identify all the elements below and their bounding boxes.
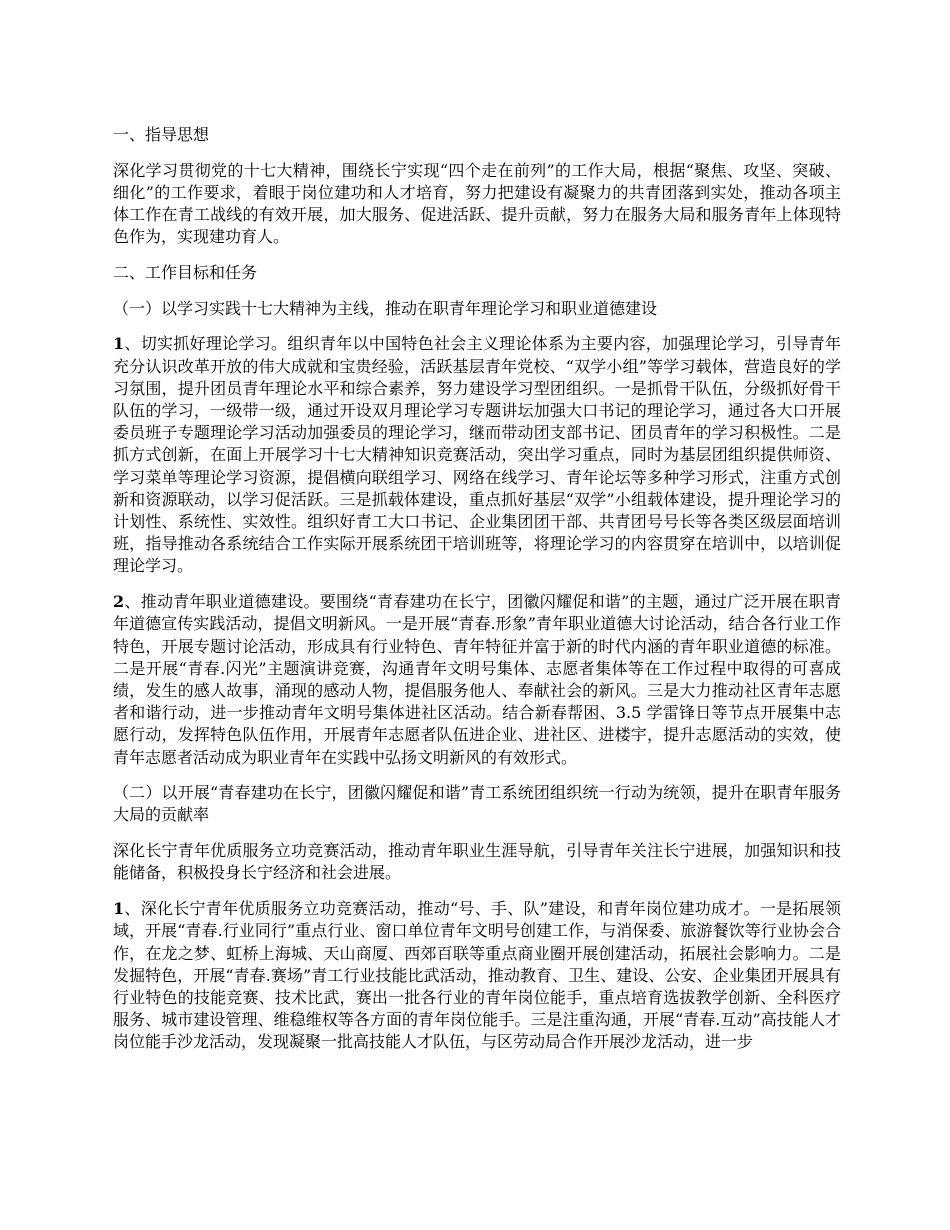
item-text: 、切实抓好理论学习。组织青年以中国特色社会主义理论体系为主要内容，加强理论学习，引导青年充分认识改革开放的伟大成就和宝贵经验，活跃基层青年党校、“双学小组”等学习载体，营造良好的学习氛围，提升团员青年理论水平和综合素养，努力建设学习型团组织。一是抓骨干队伍，分级抓好骨干队伍的学习，一级带一级，通过开设双月理论学习专题讲坛加强大口书记的理论学习，通过各大口开展委员班子专题理论学习活动加强委员的理论学习，继而带动团支部书记、团员青年的学习积极性。二是抓方式创新，在面上开展学习十七大精神知识竞赛活动，突出学习重点，同时为基层团组织提供师资、学习菜单等理论学习资源，提倡横向联组学习、网络在线学习、青年论坛等多种学习形式，注重方式创新和资源联动，以学习促活跃。三是抓载体建设，重点抓好基层“双学”小组载体建设，提升理论学习的计划性、系统性、实效性。组织好青工大口书记、企业集团团干部、共青团号号长等各类区级层面培训班，指导推动各系统结合工作实际开展系统团干培训班等，将理论学习的内容贯穿在培训中，以培训促理论学习。: [113, 334, 841, 576]
section-heading-goals-tasks: 二、工作目标和任务: [113, 263, 258, 283]
item-number: 1: [113, 334, 125, 354]
document-page: [113, 124, 841, 1067]
item-number: 1: [113, 899, 125, 919]
list-item-competition: [113, 898, 841, 1053]
item-text: 、推动青年职业道德建设。要围绕“青春建功在长宁，团徽闪耀促和谐”的主题，通过广泛开展在职青年道德宣传实践活动，提倡文明新风。一是开展“青春.形象”青年职业道德大讨论活动，结合各行业工作特色，开展专题讨论活动，形成具有行业特色、青年特征并富于新的时代内涵的青年职业道德的标准。二是开展“青春.闪光”主题演讲竞赛，沟通青年文明号集体、志愿者集体等在工作过程中取得的可喜成绩，发生的感人故事，涌现的感动人物，提倡服务他人、奉献社会的新风。三是大力推动社区青年志愿者和谐行动，进一步推动青年文明号集体进社区活动。结合新春帮困、3.5 学雷锋日等节点开展集中志愿行动，发挥特色队伍作用，开展青年志愿者队伍进企业、进社区、进楼宇，提升志愿活动的实效，使青年志愿者活动成为职业青年在实践中弘扬文明新风的有效形式。: [113, 592, 841, 767]
item-text: 、深化长宁青年优质服务立功竞赛活动，推动“号、手、队”建设，和青年岗位建功成才。一是拓展领域，开展“青春.行业同行”重点行业、窗口单位青年文明号创建工作，与消保委、旅游餐饮等行业协会合作，在龙之梦、虹桥上海城、天山商厦、西郊百联等重点商业圈开展创建活动，拓展社会影响力。二是发掘特色，开展“青春.赛场”青工行业技能比武活动，推动教育、卫生、建设、公安、企业集团开展具有行业特色的技能竞赛、技术比武，赛出一批各行业的青年岗位能手，重点培育选拔教学创新、全科医疗服务、城市建设管理、维稳维权等各方面的青年岗位能手。三是注重沟通，开展“青春.互动”高技能人才岗位能手沙龙活动，发现凝聚一批高技能人才队伍，与区劳动局合作开展沙龙活动，进一步: [113, 899, 841, 1052]
list-item-theory-study: [113, 333, 841, 577]
item-number: 2: [113, 592, 125, 612]
section-heading-guiding-ideology: 一、指导思想: [113, 125, 210, 144]
subsection-heading-2: （二）以开展“青春建功在长宁，团徽闪耀促和谐”青工系统团组织统一行动为统领，提升在职青年服务大局的贡献率: [113, 783, 841, 825]
paragraph-guiding-ideology: 深化学习贯彻党的十七大精神，围绕长宁实现“四个走在前列”的工作大局，根据“聚焦、攻坚、突破、细化”的工作要求，着眼于岗位建功和人才培育，努力把建设有凝聚力的共青团落到实处，推动各项主体工作在青工战线的有效开展，加大服务、促进活跃、提升贡献，努力在服务大局和服务青年上体现特色作为，实现建功育人。: [113, 160, 841, 247]
list-item-ethics: [113, 591, 841, 769]
subsection-heading-1: （一）以学习实践十七大精神为主线，推动在职青年理论学习和职业道德建设: [113, 298, 658, 318]
paragraph-service-competition: 深化长宁青年优质服务立功竞赛活动，推动青年职业生涯导航，引导青年关注长宁进展，加强知识和技能储备，积极投身长宁经济和社会进展。: [113, 841, 841, 883]
